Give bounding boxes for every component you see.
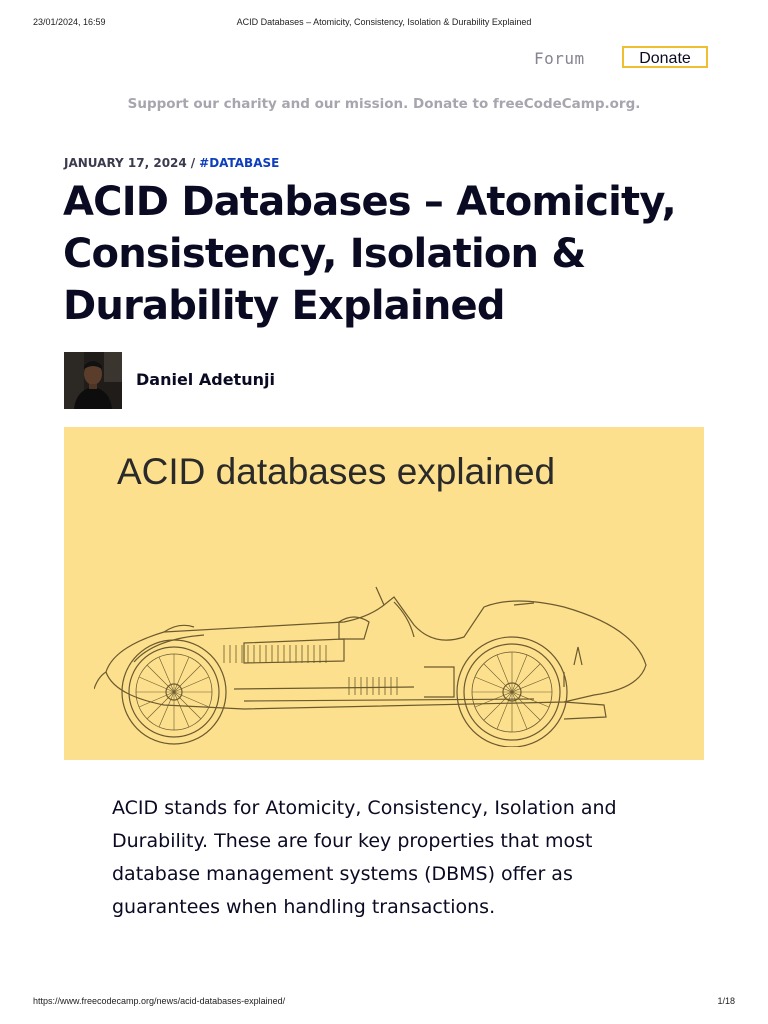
hero-heading: ACID databases explained [117, 451, 556, 492]
forum-link[interactable]: Forum [534, 49, 585, 68]
meta-separator: / [190, 156, 196, 170]
race-car-illustration [94, 577, 654, 747]
author-name[interactable]: Daniel Adetunji [136, 370, 275, 389]
author-avatar-photo [64, 352, 122, 409]
article-title: ACID Databases – Atomicity, Consistency, Isolation & Durability Explained [63, 179, 676, 329]
publish-date: JANUARY 17, 2024 [64, 156, 187, 170]
print-document-title: ACID Databases – Atomicity, Consistency, Isolation & Durability Explained [236, 17, 532, 27]
print-footer [33, 996, 735, 1008]
print-header [33, 17, 735, 29]
donate-button[interactable]: Donate [622, 46, 708, 68]
article-lede: ACID stands for Atomicity, Consistency, Isolation and Durability. These are four key properties that most database management systems (DBMS) offer as guarantees when handling transactions. [112, 797, 617, 918]
hero-image [64, 427, 704, 760]
author-avatar[interactable] [64, 352, 122, 409]
print-datetime: 23/01/2024, 16:59 [33, 17, 106, 27]
print-page-number: 1/18 [717, 996, 735, 1006]
article-meta [64, 156, 279, 170]
print-url: https://www.freecodecamp.org/news/acid-databases-explained/ [33, 996, 286, 1006]
tag-link[interactable]: #DATABASE [199, 156, 280, 170]
support-banner: Support our charity and our mission. Donate to freeCodeCamp.org. [127, 96, 641, 112]
